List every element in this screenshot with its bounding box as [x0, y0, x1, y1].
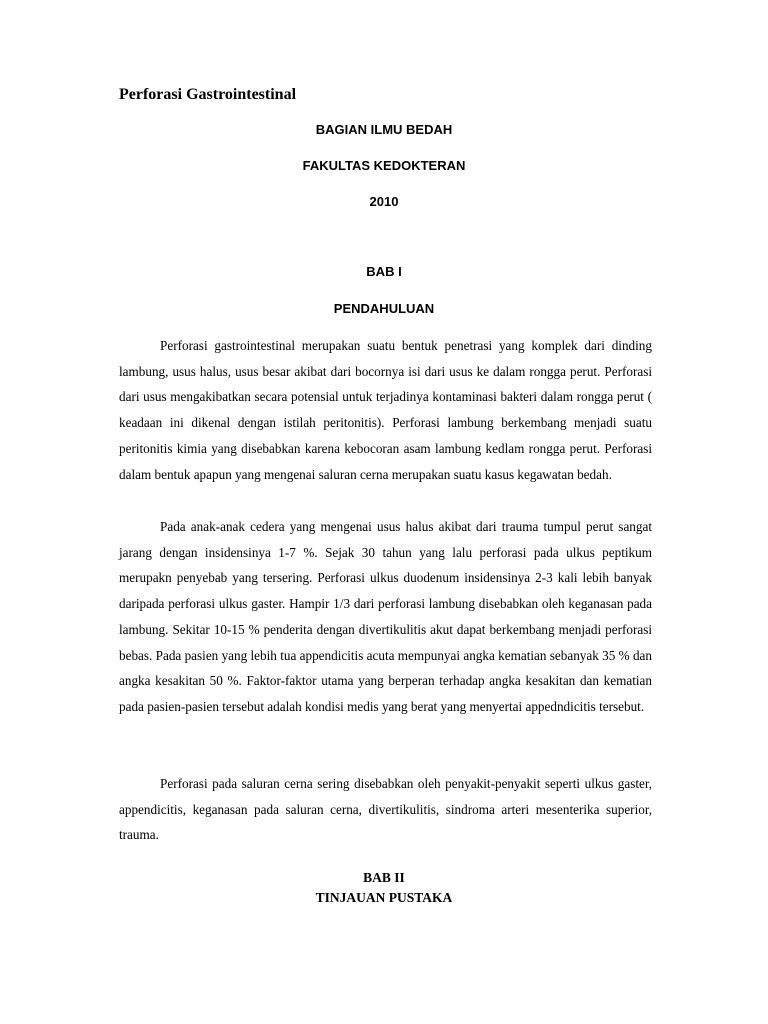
faculty-heading: FAKULTAS KEDOKTERAN — [302, 158, 466, 173]
document-title: Perforasi Gastrointestinal — [119, 86, 297, 103]
chapter2-number: BAB II — [363, 870, 405, 885]
chapter2-heading — [0, 868, 768, 908]
year-heading: 2010 — [369, 194, 399, 209]
chapter1-number: BAB I — [366, 264, 402, 279]
department-heading: BAGIAN ILMU BEDAH — [315, 122, 453, 137]
chapter1-title: PENDAHULUAN — [333, 301, 435, 316]
paragraph-3: Perforasi pada saluran cerna sering disebabkan oleh penyakit-penyakit seperti ulkus gaster, appendicitis, keganasan pada saluran cerna, divertikulitis, sindroma arteri mesenterika superior, trauma. — [119, 776, 652, 843]
paragraph-2: Pada anak-anak cedera yang mengenai usus halus akibat dari trauma tumpul perut sangat jarang dengan insidensinya 1-7 %. Sejak 30 tahun yang lalu perforasi pada ulkus peptikum merupakn penyebab yang tersering. Perforasi ulkus duodenum insidensinya 2-3 kali lebih banyak daripada perforasi ulkus gaster. Hampir 1/3 dari perforasi lambung disebabkan oleh keganasan pada lambung. Sekitar 10-15 % penderita dengan divertikulitis akut dapat berkembang menjadi perforasi bebas. Pada pasien yang lebih tua appendicitis acuta mempunyai angka kematian sebanyak 35 % dan angka kesakitan 50 %. Faktor-faktor utama yang berperan terhadap angka kesakitan dan kematian pada pasien-pasien tersebut adalah kondisi medis yang berat yang menyertai appedndicitis tersebut. — [119, 519, 652, 714]
paragraph-1: Perforasi gastrointestinal merupakan suatu bentuk penetrasi yang komplek dari dinding lambung, usus halus, usus besar akibat dari bocornya isi dari usus ke dalam rongga perut. Perforasi dari usus mengakibatkan secara potensial untuk terjadinya kontaminasi bakteri dalam rongga perut ( keadaan ini dikenal dengan istilah peritonitis). Perforasi lambung berkembang menjadi suatu peritonitis kimia yang disebabkan karena kebocoran asam lambung kedlam rongga perut. Perforasi dalam bentuk apapun yang mengenai saluran cerna merupakan suatu kasus kegawatan bedah. — [119, 338, 652, 482]
chapter2-title: TINJAUAN PUSTAKA — [315, 890, 453, 905]
